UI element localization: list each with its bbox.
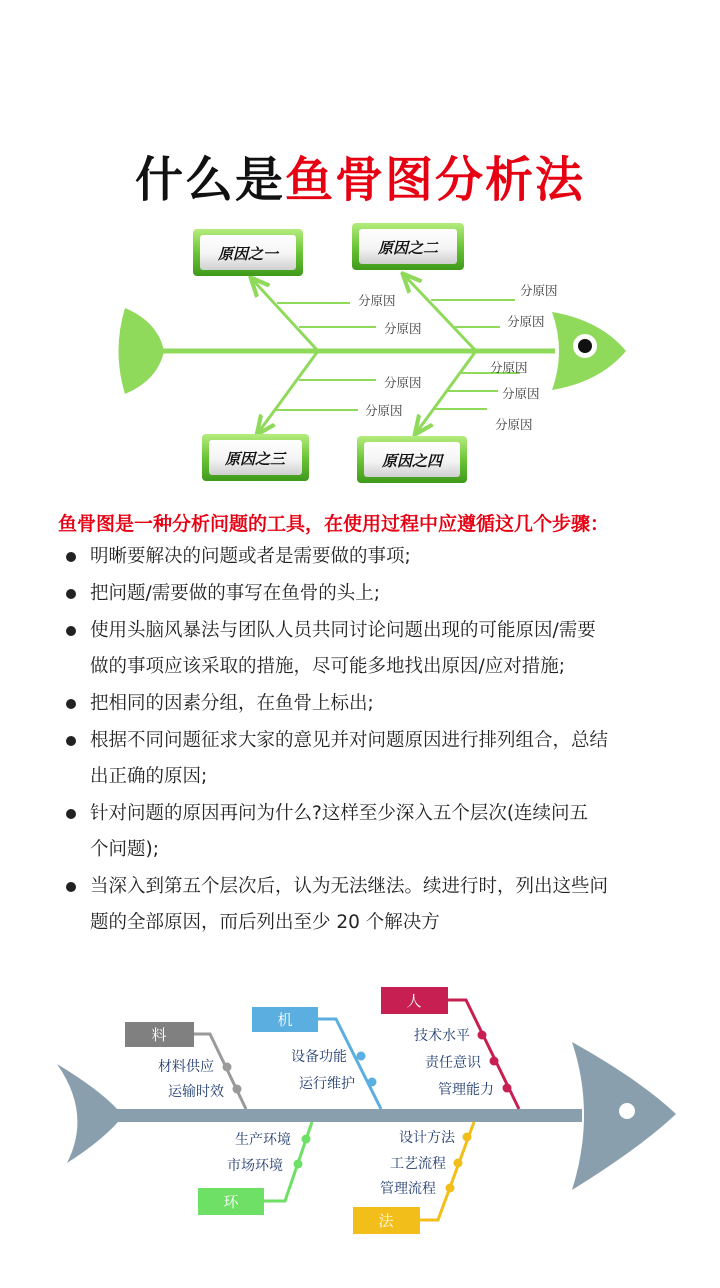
steps-list bbox=[62, 539, 682, 942]
cause-label-4: 原因之四 bbox=[381, 452, 443, 470]
bullet-icon bbox=[66, 882, 76, 892]
fish1-bone-2 bbox=[404, 275, 476, 351]
method-item: 设计方法 bbox=[399, 1130, 455, 1146]
fishbone-diagram-2 bbox=[57, 987, 676, 1234]
fish1-sub-label: 分原因 bbox=[490, 360, 528, 375]
step-text: 使用头脑风暴法与团队人员共同讨论问题出现的可能原因/需要 bbox=[90, 620, 596, 641]
list-item bbox=[62, 723, 682, 795]
machine-item: 设备功能 bbox=[291, 1049, 347, 1065]
method-item: 工艺流程 bbox=[390, 1156, 446, 1172]
step-text: 做的事项应该采取的措施，尽可能多地找出原因/应对措施; bbox=[90, 656, 565, 677]
material-item: 材料供应 bbox=[158, 1059, 214, 1075]
people-item: 管理能力 bbox=[438, 1082, 494, 1098]
fish1-sub-label: 分原因 bbox=[384, 375, 422, 390]
fish2-tail bbox=[57, 1064, 118, 1163]
fish1-sub-bones bbox=[276, 300, 520, 410]
cause-box-2 bbox=[352, 223, 464, 270]
bullet-icon bbox=[66, 699, 76, 709]
fish2-eye bbox=[619, 1103, 635, 1119]
people-item: 责任意识 bbox=[425, 1055, 481, 1071]
list-item bbox=[62, 869, 682, 941]
step-text: 根据不同问题征求大家的意见并对问题原因进行排列组合，总结 bbox=[90, 730, 609, 751]
cause-box-4 bbox=[357, 436, 467, 483]
intro-text: 鱼骨图是一种分析问题的工具，在使用过程中应遵循这几个步骤： bbox=[58, 513, 610, 535]
fish1-sub-label: 分原因 bbox=[507, 314, 545, 329]
material-label: 料 bbox=[151, 1026, 167, 1044]
cause-box-3 bbox=[202, 434, 309, 481]
list-item bbox=[62, 686, 682, 722]
machine-label: 机 bbox=[277, 1011, 293, 1029]
method-label: 法 bbox=[378, 1212, 394, 1230]
cause-label-2: 原因之二 bbox=[377, 239, 439, 257]
step-text: 把问题/需要做的事写在鱼骨的头上; bbox=[90, 583, 380, 604]
method-item: 管理流程 bbox=[380, 1181, 436, 1197]
step-text: 明晰要解决的问题或者是需要做的事项; bbox=[90, 546, 411, 567]
bullet-icon bbox=[66, 589, 76, 599]
environment-label: 环 bbox=[223, 1193, 239, 1211]
list-item bbox=[62, 796, 682, 868]
fish1-sub-label: 分原因 bbox=[495, 417, 533, 432]
fish1-sub-label: 分原因 bbox=[520, 283, 558, 298]
fish1-bone-3 bbox=[258, 351, 318, 433]
fish2-spine bbox=[112, 1109, 582, 1122]
fishbone-diagram-1 bbox=[119, 223, 627, 483]
bullet-icon bbox=[66, 736, 76, 746]
cause-label-3: 原因之三 bbox=[224, 450, 286, 468]
material-item: 运输时效 bbox=[168, 1084, 224, 1100]
title-part1: 什么是 bbox=[134, 152, 285, 208]
cause-box-1 bbox=[193, 229, 303, 276]
step-text: 针对问题的原因再问为什么?这样至少深入五个层次(连续问五 bbox=[90, 803, 589, 824]
people-label: 人 bbox=[406, 992, 422, 1010]
fish1-sub-label: 分原因 bbox=[502, 386, 540, 401]
fish1-sub-label: 分原因 bbox=[365, 403, 403, 418]
cause-label-1: 原因之一 bbox=[217, 245, 279, 263]
bullet-icon bbox=[66, 809, 76, 819]
people-item: 技术水平 bbox=[414, 1028, 470, 1044]
fish1-sub-label: 分原因 bbox=[358, 293, 396, 308]
bullet-icon bbox=[66, 626, 76, 636]
fish1-bone-1 bbox=[252, 279, 318, 351]
step-text: 当深入到第五个层次后，认为无法继法。续进行时，列出这些问 bbox=[90, 876, 609, 897]
fish1-pupil bbox=[578, 339, 592, 353]
step-text: 题的全部原因，而后列出至少 20 个解决方 bbox=[90, 912, 440, 933]
bullet-icon bbox=[66, 552, 76, 562]
list-item bbox=[62, 613, 682, 685]
list-item bbox=[62, 576, 682, 612]
step-text: 个问题); bbox=[90, 839, 159, 860]
fish1-tail bbox=[119, 308, 165, 394]
machine-item: 运行维护 bbox=[299, 1076, 355, 1092]
title-part2: 鱼骨图分析法 bbox=[285, 152, 586, 208]
environment-item: 市场环境 bbox=[227, 1158, 283, 1174]
environment-item: 生产环境 bbox=[235, 1132, 291, 1148]
list-item bbox=[62, 539, 682, 575]
fish1-sub-label: 分原因 bbox=[384, 321, 422, 336]
step-text: 出正确的原因; bbox=[90, 766, 208, 787]
step-text: 把相同的因素分组，在鱼骨上标出; bbox=[90, 693, 374, 714]
